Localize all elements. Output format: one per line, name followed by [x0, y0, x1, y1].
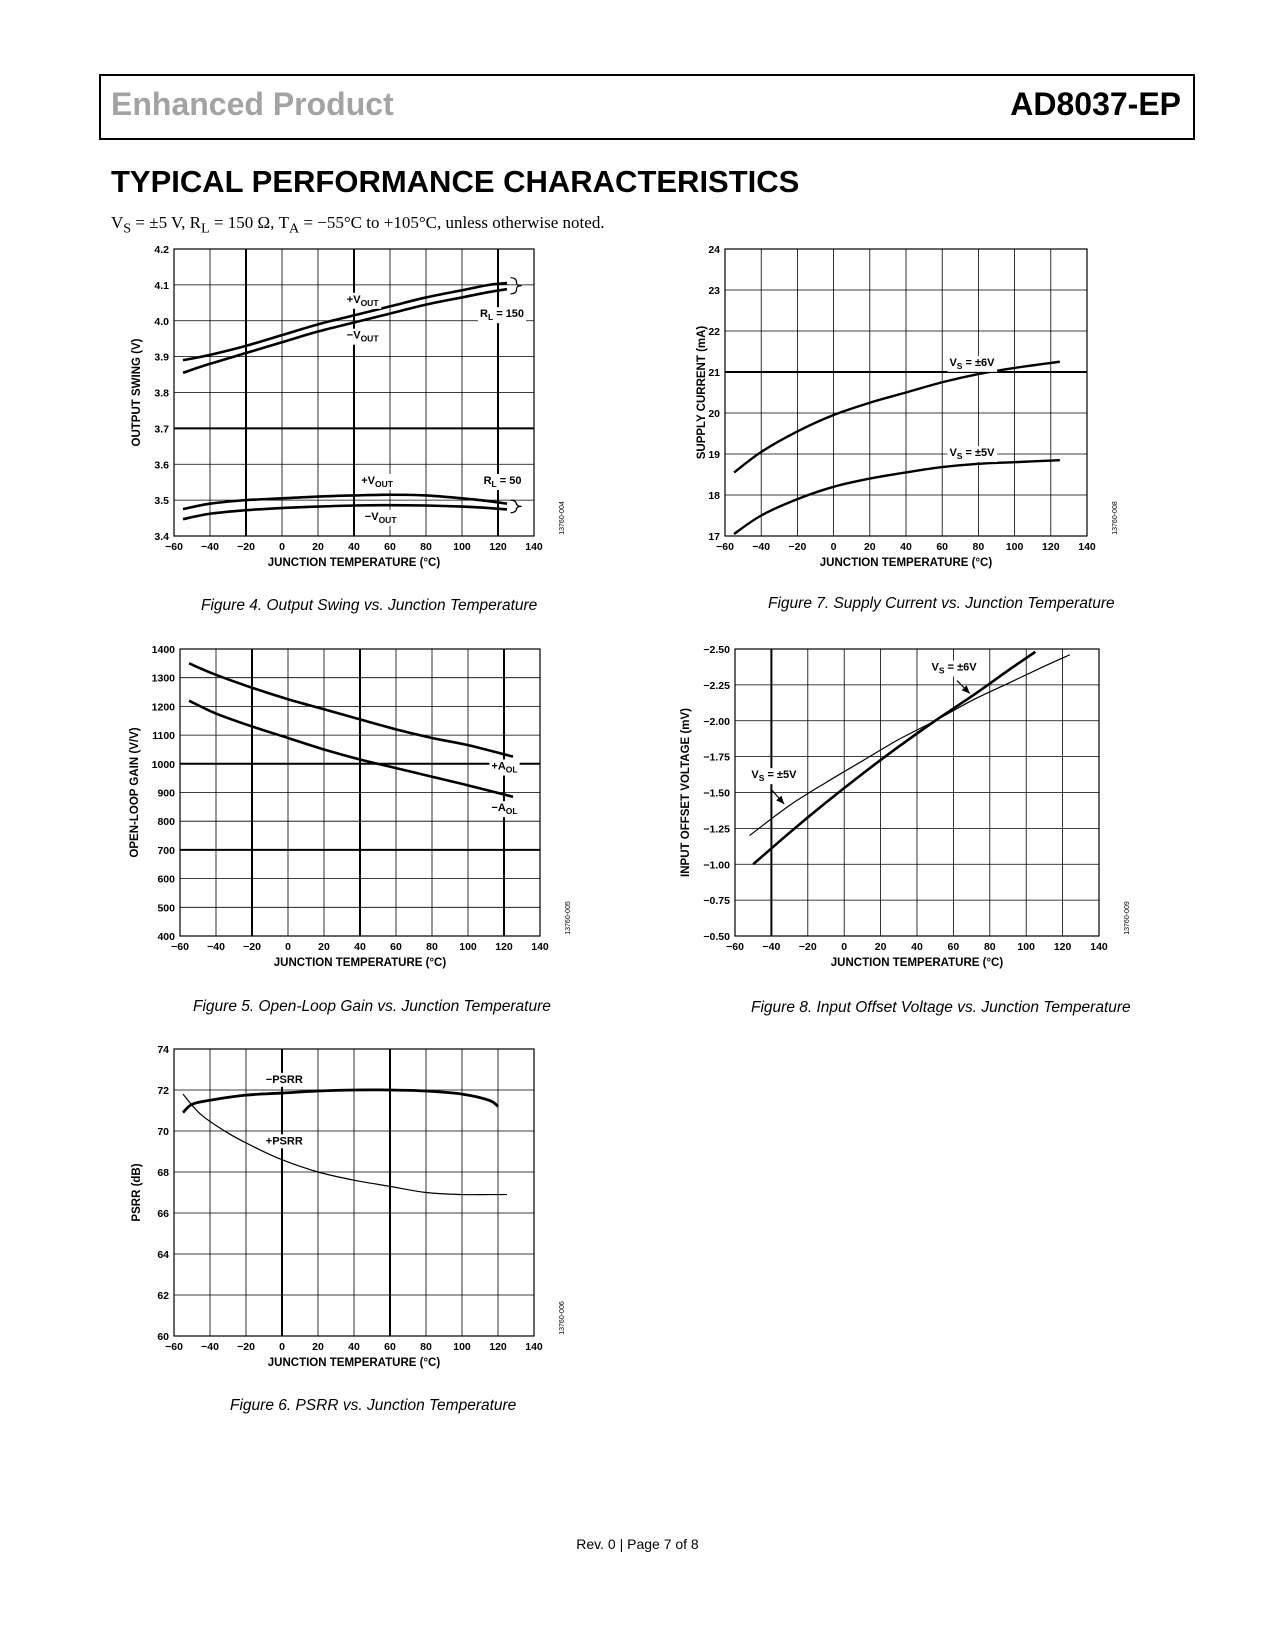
x-tick-label: 20	[312, 541, 324, 553]
series-line	[183, 1090, 498, 1113]
y-tick-label: 1100	[152, 730, 175, 743]
annotation-subscript: S	[938, 665, 945, 676]
series-annotation	[949, 447, 995, 461]
series-line	[183, 505, 507, 519]
figure-7	[696, 244, 1155, 584]
x-axis-label: JUNCTION TEMPERATURE (°C)	[267, 1357, 441, 1369]
annotation-main: V	[751, 769, 759, 782]
header-product-line: Enhanced Product	[111, 86, 394, 122]
x-tick-label: −40	[207, 941, 225, 953]
y-tick-label: 70	[157, 1126, 169, 1138]
x-tick-label: 140	[531, 941, 549, 953]
y-tick-label: 400	[157, 931, 175, 943]
x-tick-label: 140	[525, 541, 543, 553]
y-tick-label: −0.75	[703, 895, 730, 908]
series-line	[183, 1094, 507, 1195]
y-tick-label: 62	[157, 1290, 169, 1302]
y-tick-label: 1300	[151, 672, 175, 685]
y-axis-label: PSRR (dB)	[131, 1163, 143, 1222]
x-tick-label: 20	[318, 941, 330, 953]
annotation-subscript: OUT	[374, 478, 393, 489]
x-tick-label: −40	[762, 941, 781, 953]
x-tick-label: 100	[453, 541, 471, 553]
series-line	[750, 655, 1070, 836]
x-tick-label: 60	[390, 941, 402, 953]
annotation-main: +A	[491, 760, 506, 773]
series-line	[734, 460, 1060, 534]
y-tick-label: −0.50	[703, 931, 730, 943]
y-tick-label: 1400	[151, 644, 175, 656]
annotation-tail: = ±6V	[944, 661, 977, 674]
x-tick-label: 120	[489, 541, 507, 553]
y-tick-label: 17	[708, 531, 720, 543]
annotation-main: R	[480, 308, 488, 321]
x-tick-label: −20	[798, 941, 817, 953]
x-tick-label: −60	[171, 941, 189, 953]
x-tick-label: 120	[1053, 941, 1072, 953]
annotation-tail: = ±5V	[764, 769, 797, 782]
x-tick-label: 40	[911, 941, 923, 953]
section-title: TYPICAL PERFORMANCE CHARACTERISTICS	[111, 164, 800, 199]
annotation-tail: = ±5V	[962, 447, 995, 460]
figure-7-caption: Figure 7. Supply Current vs. Junction Temperature	[768, 595, 1115, 612]
x-tick-label: 0	[841, 941, 848, 953]
y-tick-label: 19	[708, 449, 720, 461]
y-tick-label: 3.5	[154, 495, 169, 508]
annotation-subscript: S	[956, 360, 963, 371]
series-line	[753, 652, 1035, 864]
series-annotation	[266, 1135, 303, 1147]
y-tick-label: 1200	[151, 701, 175, 714]
y-tick-label: 3.8	[154, 387, 169, 400]
x-tick-label: −40	[201, 1341, 219, 1353]
x-tick-label: 80	[972, 541, 985, 553]
psrr-chart	[130, 1044, 580, 1389]
y-tick-label: −2.25	[703, 679, 730, 692]
x-tick-label: −60	[726, 941, 744, 953]
input-offset-voltage-chart	[680, 644, 1160, 989]
y-tick-label: 3.4	[154, 531, 169, 543]
figure-6	[130, 1044, 580, 1389]
x-tick-label: 100	[1017, 941, 1035, 953]
x-tick-label: −20	[237, 1341, 255, 1353]
x-tick-label: 80	[426, 941, 438, 953]
y-axis-label: SUPPLY CURRENT (mA)	[696, 325, 708, 460]
x-tick-label: 40	[348, 1341, 360, 1353]
series-annotation	[484, 475, 522, 489]
y-tick-label: 72	[157, 1085, 169, 1097]
x-tick-label: 60	[384, 1341, 396, 1353]
x-tick-label: 100	[459, 941, 477, 953]
annotation-subscript: OL	[505, 806, 518, 817]
x-tick-label: 120	[1042, 541, 1060, 553]
y-tick-label: 800	[157, 816, 175, 829]
x-tick-label: 60	[947, 941, 960, 953]
annotation-main: +V	[346, 293, 361, 306]
x-tick-label: −60	[716, 541, 734, 553]
x-axis-label: JUNCTION TEMPERATURE (°C)	[819, 557, 993, 569]
output-swing-chart	[130, 244, 580, 584]
annotation-subscript: S	[956, 451, 963, 462]
y-axis-label: OPEN-LOOP GAIN (V/V)	[129, 727, 141, 858]
y-tick-label: 4.0	[154, 315, 169, 328]
x-axis-label: JUNCTION TEMPERATURE (°C)	[830, 957, 1004, 969]
y-tick-label: −1.50	[703, 787, 730, 800]
x-tick-label: 0	[279, 1341, 285, 1353]
brace-mark	[511, 500, 522, 513]
x-tick-label: 60	[936, 541, 949, 553]
y-tick-label: 3.9	[154, 351, 169, 364]
annotation-main: V	[931, 661, 939, 674]
x-tick-label: 140	[1078, 541, 1096, 553]
annotation-main: −PSRR	[265, 1073, 303, 1086]
annotation-subscript: L	[487, 312, 494, 323]
x-tick-label: −60	[165, 541, 183, 553]
x-tick-label: 0	[285, 941, 291, 953]
y-tick-label: 500	[157, 902, 175, 915]
annotation-subscript: OUT	[378, 514, 397, 525]
x-tick-label: 80	[983, 941, 996, 953]
y-tick-label: 900	[157, 787, 175, 800]
y-tick-label: 3.7	[154, 423, 169, 436]
test-conditions: $V_S = \pm 5$ V, $R_L = 150$ Ω, $T_A = -55^\circ C$ to +105°C, unless otherwise noted.	[111, 213, 605, 237]
x-tick-label: −20	[788, 541, 807, 553]
y-axis-label: INPUT OFFSET VOLTAGE (mV)	[680, 708, 692, 877]
x-tick-label: 20	[312, 1341, 324, 1353]
x-tick-label: −40	[201, 541, 219, 553]
supply-current-chart	[696, 244, 1155, 584]
y-tick-label: −1.00	[703, 859, 730, 872]
y-tick-label: 22	[708, 326, 720, 338]
x-tick-label: 140	[1090, 941, 1108, 953]
figure-id-label: 13760-006	[559, 1301, 566, 1335]
annotation-main: V	[949, 356, 957, 369]
x-tick-label: 60	[384, 541, 396, 553]
y-tick-label: 60	[157, 1331, 169, 1343]
y-tick-label: 18	[708, 490, 720, 502]
annotation-tail: = 150	[493, 308, 525, 321]
y-axis-label: OUTPUT SWING (V)	[131, 338, 143, 447]
annotation-subscript: OUT	[360, 333, 379, 344]
x-tick-label: 80	[420, 541, 432, 553]
y-tick-label: 4.1	[154, 279, 169, 292]
annotation-subscript: S	[758, 773, 765, 784]
annotation-main: −V	[364, 510, 379, 523]
series-annotation	[480, 308, 524, 322]
series-annotation	[751, 769, 797, 783]
annotation-main: +V	[361, 474, 375, 487]
x-tick-label: 80	[420, 1341, 432, 1353]
x-tick-label: 100	[1005, 541, 1024, 553]
x-tick-label: 20	[863, 541, 876, 553]
figure-id-label: 13760-005	[565, 901, 572, 935]
annotation-subscript: OUT	[360, 297, 379, 308]
y-tick-label: −1.25	[703, 823, 730, 836]
brace-mark	[511, 278, 522, 294]
y-tick-label: 74	[157, 1044, 169, 1056]
annotation-main: −V	[346, 329, 361, 342]
series-line	[189, 701, 513, 797]
annotation-subscript: L	[491, 478, 497, 489]
figure-id-label: 13760-009	[1124, 901, 1131, 935]
header-part-number: AD8037-EP	[1010, 86, 1181, 122]
x-tick-label: 40	[348, 541, 360, 553]
y-tick-label: −2.00	[703, 715, 730, 728]
x-tick-label: 120	[489, 1341, 507, 1353]
x-tick-label: 40	[900, 541, 912, 553]
y-tick-label: −2.50	[703, 644, 730, 656]
y-tick-label: 4.2	[154, 244, 169, 256]
figure-5	[130, 644, 585, 989]
series-annotation	[949, 357, 995, 371]
figure-8-caption: Figure 8. Input Offset Voltage vs. Junction Temperature	[751, 999, 1131, 1016]
figure-4	[130, 244, 580, 584]
series-annotation	[932, 662, 978, 676]
x-tick-label: −60	[165, 1341, 183, 1353]
x-axis-label: JUNCTION TEMPERATURE (°C)	[267, 557, 441, 569]
x-tick-label: −40	[752, 541, 771, 553]
annotation-tail: = 50	[496, 474, 522, 487]
y-tick-label: 1000	[151, 758, 175, 771]
x-tick-label: 20	[874, 941, 887, 953]
open-loop-gain-chart	[130, 644, 585, 989]
x-tick-label: 40	[354, 941, 366, 953]
annotation-main: R	[483, 474, 492, 487]
y-tick-label: 68	[157, 1167, 169, 1179]
y-tick-label: 700	[157, 844, 175, 857]
y-tick-label: 66	[157, 1208, 169, 1220]
figure-6-caption: Figure 6. PSRR vs. Junction Temperature	[230, 1397, 517, 1414]
y-tick-label: 24	[708, 244, 720, 256]
y-tick-label: 20	[708, 408, 720, 420]
x-tick-label: 120	[495, 941, 513, 953]
y-tick-label: 600	[157, 873, 175, 886]
annotation-main: V	[949, 447, 957, 460]
annotation-tail: = ±6V	[962, 356, 995, 369]
annotation-main: +PSRR	[265, 1135, 303, 1148]
figure-id-label: 13760-008	[1112, 501, 1119, 535]
page-header	[99, 74, 1195, 140]
y-tick-label: −1.75	[703, 751, 730, 764]
y-tick-label: 23	[708, 285, 720, 297]
figure-4-caption: Figure 4. Output Swing vs. Junction Temperature	[201, 597, 538, 614]
x-tick-label: 0	[279, 541, 285, 553]
figure-8	[680, 644, 1160, 989]
series-line	[734, 362, 1060, 473]
x-tick-label: −20	[243, 941, 261, 953]
annotation-subscript: OL	[505, 764, 518, 775]
x-tick-label: 0	[830, 541, 837, 553]
x-tick-label: −20	[237, 541, 255, 553]
y-tick-label: 64	[157, 1249, 169, 1261]
series-annotation	[266, 1074, 303, 1086]
x-axis-label: JUNCTION TEMPERATURE (°C)	[273, 957, 447, 969]
figure-5-caption: Figure 5. Open-Loop Gain vs. Junction Temperature	[193, 998, 551, 1015]
x-tick-label: 100	[453, 1341, 471, 1353]
annotation-main: −A	[491, 802, 506, 815]
figure-id-label: 13760-004	[559, 501, 566, 535]
page-footer: Rev. 0 | Page 7 of 8	[576, 1536, 699, 1552]
y-tick-label: 3.6	[154, 459, 169, 472]
x-tick-label: 140	[525, 1341, 543, 1353]
y-tick-label: 21	[708, 367, 720, 379]
